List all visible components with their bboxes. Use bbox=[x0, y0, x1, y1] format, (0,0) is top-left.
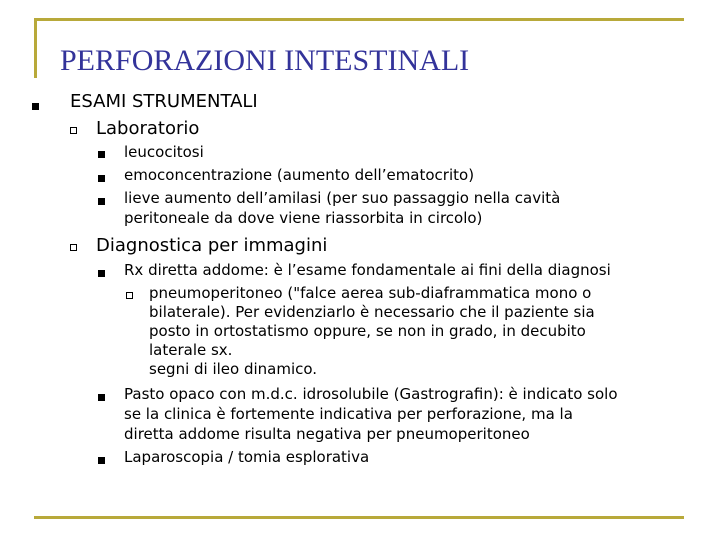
rx-sub-line-1: pneumoperitoneo ("falce aerea sub-diaframmatica mono o bbox=[149, 284, 592, 302]
lab-item-amilasi: lieve aumento dell’amilasi (per suo passaggio nella cavità bbox=[124, 189, 561, 207]
bullet-hollow-square-icon bbox=[70, 244, 77, 251]
lab-item-amilasi-cont: peritoneale da dove viene riassorbita in circolo) bbox=[124, 209, 483, 227]
bullet-square-icon bbox=[32, 103, 39, 110]
bullet-square-icon bbox=[98, 457, 105, 464]
bullet-square-icon bbox=[98, 394, 105, 401]
frame-bottom-line bbox=[34, 516, 684, 519]
slide-title: PERFORAZIONI INTESTINALI bbox=[60, 44, 470, 77]
frame-top-line bbox=[34, 18, 684, 21]
imaging-item-pasto-line-1: Pasto opaco con m.d.c. idrosolubile (Gastrografin): è indicato solo bbox=[124, 385, 618, 403]
rx-sub-line-3: posto in ortostatismo oppure, se non in grado, in decubito bbox=[149, 322, 586, 340]
imaging-heading: Diagnostica per immagini bbox=[96, 235, 328, 256]
bullet-hollow-square-icon bbox=[126, 292, 133, 299]
imaging-item-rx: Rx diretta addome: è l’esame fondamentale ai fini della diagnosi bbox=[124, 261, 611, 279]
bullet-square-icon bbox=[98, 151, 105, 158]
bullet-hollow-square-icon bbox=[70, 127, 77, 134]
imaging-item-laparoscopia: Laparoscopia / tomia esplorativa bbox=[124, 448, 370, 466]
bullet-square-icon bbox=[98, 175, 105, 182]
main-heading: ESAMI STRUMENTALI bbox=[70, 91, 258, 112]
bullet-square-icon bbox=[98, 270, 105, 277]
bullet-square-icon bbox=[98, 198, 105, 205]
lab-heading: Laboratorio bbox=[96, 118, 200, 139]
rx-sub-line-5: segni di ileo dinamico. bbox=[149, 360, 318, 378]
imaging-item-pasto-line-2: se la clinica è fortemente indicativa per perforazione, ma la bbox=[124, 405, 573, 423]
rx-sub-line-4: laterale sx. bbox=[149, 341, 233, 359]
frame-left-line bbox=[34, 18, 37, 78]
imaging-item-pasto-line-3: diretta addome risulta negativa per pneumoperitoneo bbox=[124, 425, 530, 443]
lab-item-leucocitosi: leucocitosi bbox=[124, 143, 204, 161]
rx-sub-line-2: bilaterale). Per evidenziarlo è necessario che il paziente sia bbox=[149, 303, 595, 321]
lab-item-emoconcentrazione: emoconcentrazione (aumento dell’ematocrito) bbox=[124, 166, 475, 184]
